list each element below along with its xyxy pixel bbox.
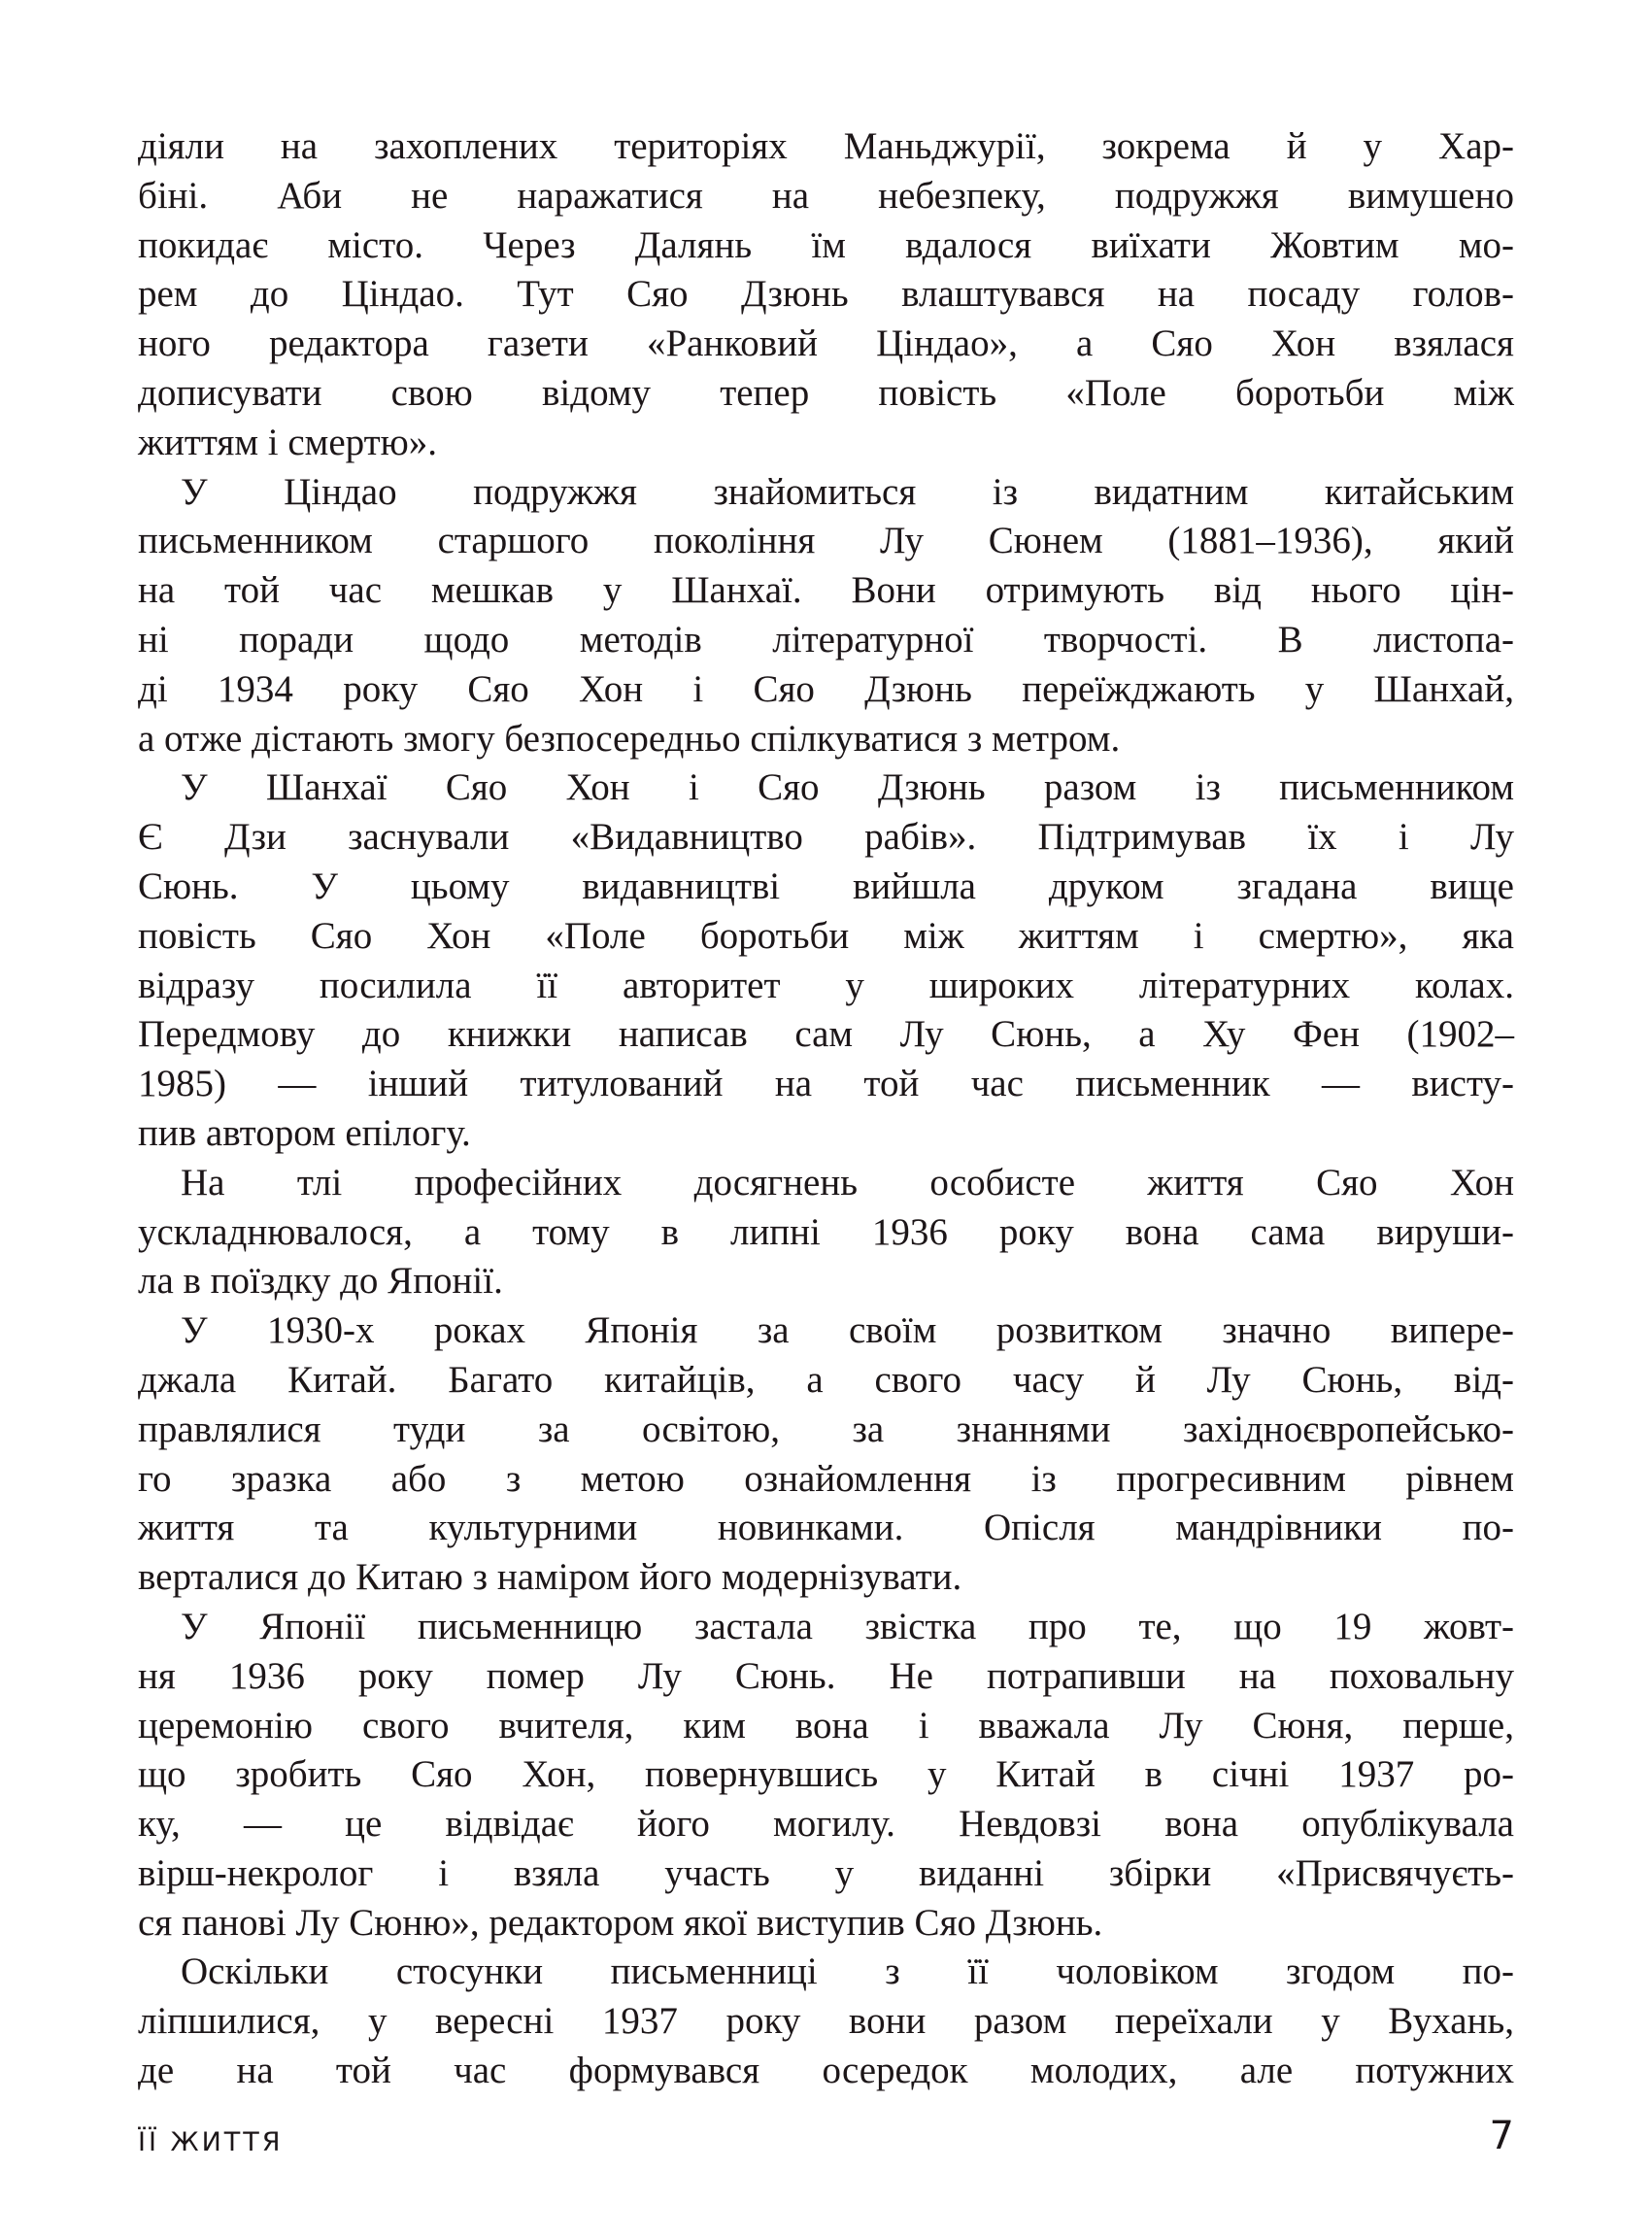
text-line: правлялися туди за освітою, за знаннями західноєвропейсько- xyxy=(138,1407,1514,1450)
text-line: ді 1934 року Сяо Хон і Сяо Дзюнь переїжджають у Шанхай, xyxy=(138,667,1514,710)
text-line: біні. Аби не наражатися на небезпеку, подружжя вимушено xyxy=(138,174,1514,217)
paragraph xyxy=(138,1159,1514,1306)
text-line: У Шанхаї Сяо Хон і Сяо Дзюнь разом із письменником xyxy=(181,766,1514,809)
text-line: верталися до Китаю з наміром його модернізувати. xyxy=(138,1556,962,1599)
paragraph xyxy=(138,468,1514,764)
body-text xyxy=(138,122,1514,2096)
text-line: на той час мешкав у Шанхаї. Вони отримують від нього цін- xyxy=(138,569,1514,612)
text-line: де на той час формувався осередок молодих, але потужних xyxy=(138,2050,1514,2092)
text-line: го зразка або з метою ознайомлення із прогресивним рівнем xyxy=(138,1457,1514,1500)
text-line: діяли на захоплених територіях Маньджурії, зокрема й у Хар- xyxy=(138,125,1514,167)
text-line: церемонію свого вчителя, ким вона і вважала Лу Сюня, перше, xyxy=(138,1704,1514,1746)
paragraph xyxy=(138,122,1514,468)
text-line: Оскільки стосунки письменниці з її чоловіком згодом по- xyxy=(181,1950,1514,1993)
text-line: Передмову до книжки написав сам Лу Сюнь, а Ху Фен (1902– xyxy=(138,1013,1514,1056)
text-line: Сюнь. У цьому видавництві вийшла друком згадана вище xyxy=(138,865,1514,907)
paragraph xyxy=(138,1603,1514,1949)
text-line: повість Сяо Хон «Поле боротьби між життям і смертю», яка xyxy=(138,914,1514,957)
text-line: Є Дзи заснували «Видавництво рабів». Підтримував їх і Лу xyxy=(138,816,1514,859)
text-line: джала Китай. Багато китайців, а свого часу й Лу Сюнь, від- xyxy=(138,1358,1514,1401)
text-line: ся панові Лу Сюню», редактором якої виступив Сяо Дзюнь. xyxy=(138,1901,1103,1944)
text-line: На тлі професійних досягнень особисте життя Сяо Хон xyxy=(181,1161,1514,1204)
text-line: ліпшилися, у вересні 1937 року вони разом переїхали у Вухань, xyxy=(138,2000,1514,2043)
text-line: що зробить Сяо Хон, повернувшись у Китай в січні 1937 ро- xyxy=(138,1753,1514,1796)
text-line: вірш-некролог і взяла участь у виданні збірки «Присвячуєть- xyxy=(138,1851,1514,1894)
text-line: ня 1936 року помер Лу Сюнь. Не потрапивши на поховальну xyxy=(138,1654,1514,1697)
paragraph xyxy=(138,1948,1514,2095)
paragraph xyxy=(138,1306,1514,1603)
text-line: письменником старшого покоління Лу Сюнем (1881–1936), який xyxy=(138,520,1514,562)
text-line: пив автором епілогу. xyxy=(138,1111,471,1154)
text-line: У 1930-х роках Японія за своїм розвитком значно випере- xyxy=(181,1309,1514,1352)
running-footer: ЇЇ ЖИТТЯ xyxy=(138,2127,284,2157)
paragraph xyxy=(138,763,1514,1158)
text-line: відразу посилила її авторитет у широких літературних колах. xyxy=(138,964,1514,1006)
text-line: життям і смертю». xyxy=(138,421,438,463)
page-number: 7 xyxy=(1489,2114,1514,2158)
text-line: рем до Ціндао. Тут Сяо Дзюнь влаштувався на посаду голов- xyxy=(138,273,1514,316)
text-line: ла в поїздку до Японії. xyxy=(138,1260,503,1303)
text-line: ного редактора газети «Ранковий Ціндао», а Сяо Хон взялася xyxy=(138,322,1514,365)
text-line: ку, — це відвідає його могилу. Невдовзі вона опублікувала xyxy=(138,1803,1514,1846)
text-line: ні поради щодо методів літературної творчості. В листопа- xyxy=(138,618,1514,661)
text-line: У Японії письменницю застала звістка про те, що 19 жовт- xyxy=(181,1605,1514,1647)
text-line: а отже дістають змогу безпосередньо спілкуватися з метром. xyxy=(138,717,1121,760)
text-line: 1985) — інший титулований на той час письменник — висту- xyxy=(138,1063,1514,1105)
text-line: ускладнювалося, а тому в липні 1936 року вона сама вируши- xyxy=(138,1210,1514,1253)
text-line: У Ціндао подружжя знайомиться із видатним китайським xyxy=(181,470,1514,513)
text-line: покидає місто. Через Далянь їм вдалося виїхати Жовтим мо- xyxy=(138,223,1514,266)
text-line: життя та культурними новинками. Опісля мандрівники по- xyxy=(138,1507,1514,1549)
text-line: дописувати свою відому тепер повість «Поле боротьби між xyxy=(138,371,1514,414)
